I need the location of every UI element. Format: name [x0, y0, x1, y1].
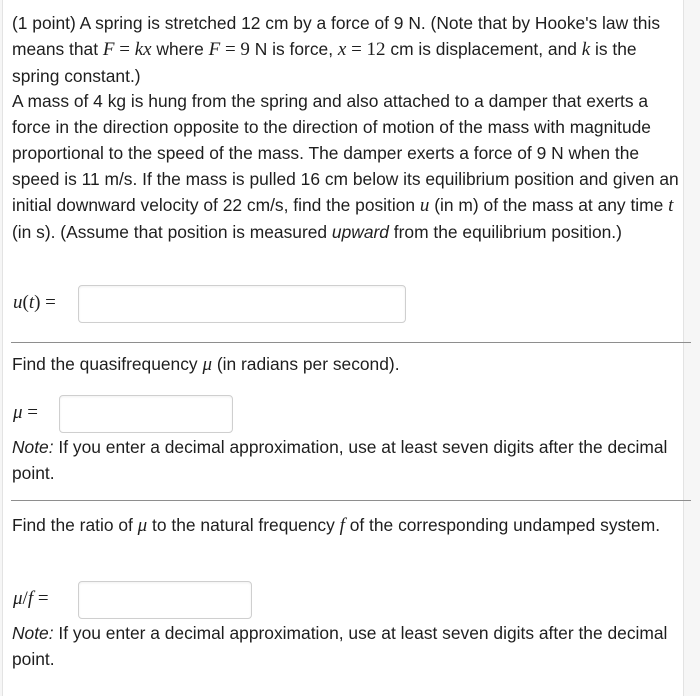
ratio-answer-input[interactable] [78, 581, 252, 619]
ratio-question: Find the ratio of μ to the natural frequency f of the corresponding undamped system. [12, 515, 661, 536]
position-answer-label: u(t) = [13, 292, 56, 313]
ratio-note: Note: If you enter a decimal approximation, use at least seven digits after the decimal point. [12, 623, 668, 669]
position-answer-input[interactable] [78, 285, 406, 323]
section-divider [11, 342, 691, 343]
upward-emphasis: upward [331, 222, 389, 242]
intro-paragraph: (1 point) A spring is stretched 12 cm by a force of 9 N. (Note that by Hooke's law this means that F = kx where F = 9 N is force, x = 12 cm is displacement, and k is the spring constant.) [12, 13, 661, 86]
note-label: Note: [12, 437, 54, 457]
ratio-answer-label: μ/f = [13, 588, 49, 609]
quasifrequency-note: Note: If you enter a decimal approximation, use at least seven digits after the decimal point. [12, 437, 668, 483]
points-label: (1 point) [12, 13, 76, 33]
quasifrequency-answer-label: μ = [13, 402, 39, 423]
note-label: Note: [12, 623, 54, 643]
section-divider [11, 500, 691, 501]
quasifrequency-answer-input[interactable] [59, 395, 233, 433]
problem-page [2, 0, 684, 696]
quasifrequency-question: Find the quasifrequency μ (in radians per second). [12, 354, 400, 375]
problem-paragraph: A mass of 4 kg is hung from the spring and also attached to a damper that exerts a force in the direction opposite to the direction of motion of the mass with magnitude proportional to the speed of the mass. The damper exerts a force of 9 N when the speed is 11 m/s. If the mass is pulled 16 cm below its equilibrium position and given an initial downward velocity of 22 cm/s, find the position u (in m) of the mass at any time t (in s). (Assume that position is measured upward from the equilibrium position.) [12, 91, 679, 242]
